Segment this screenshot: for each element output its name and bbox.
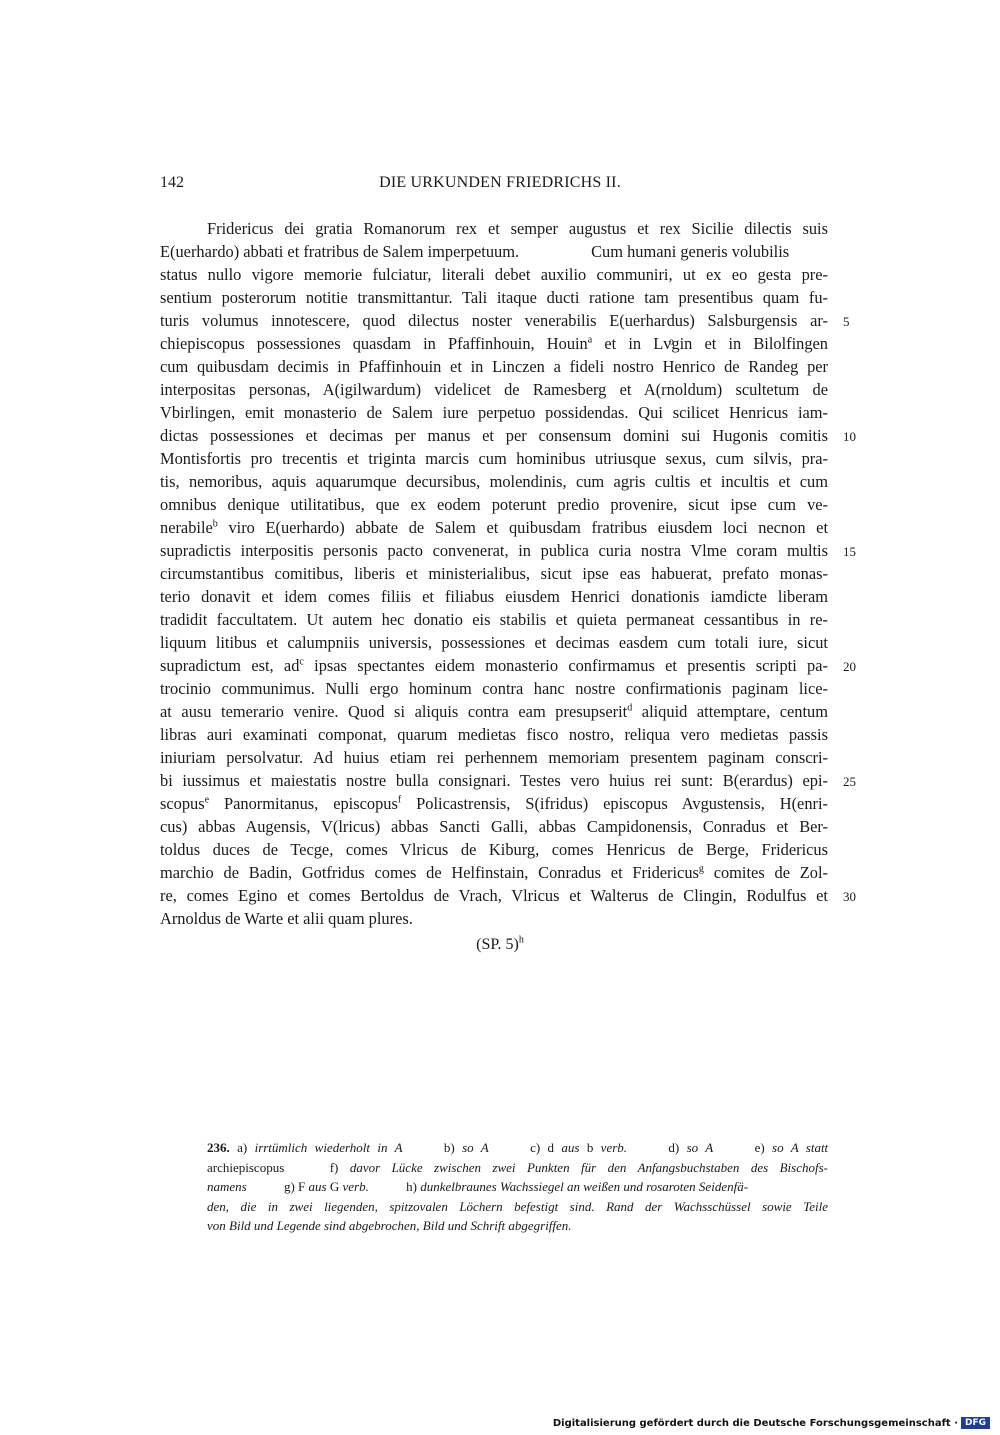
text-line: circumstantibus comitibus, liberis et ministerialibus, sicut ipse eas habuerat, prefato monas-	[160, 564, 828, 583]
line-number: 10	[843, 429, 856, 444]
note-text: dunkelbraunes Wachssiegel an weißen und rosaroten Seidenfä-	[420, 1179, 749, 1194]
text-fragment: supradictum est, ad	[160, 656, 300, 675]
text-fragment: chiepiscopus possessiones quasdam in Pfaffinhouin, Houin	[160, 334, 588, 353]
text-fragment: viro E(uerhardo) abbate de Salem et quibusdam fratribus eiusdem loci necnon et	[217, 518, 828, 537]
note-label: b)	[443, 1140, 455, 1155]
text-fragment: comites de Zol-	[703, 863, 828, 882]
seal-reference	[0, 936, 1000, 954]
text-line: liquum litibus et calumpniis universis, possessiones et decimas easdem cum totali iure, sicut	[160, 633, 828, 652]
note-label: c) d	[530, 1140, 555, 1155]
note-number: 236.	[207, 1140, 230, 1155]
footnote-mark: g	[698, 863, 704, 875]
text-line: Vbirlingen, emit monasterio de Salem iure perpetuo possidendas. Qui scilicet Henricus iam-	[160, 403, 828, 422]
text-fragment: at ausu temerario venire. Quod si aliquis contra eam presupserit	[160, 702, 628, 721]
footnote-mark: b	[212, 518, 218, 530]
text-line	[160, 240, 828, 263]
note-label: e)	[754, 1140, 765, 1155]
note-line	[207, 1138, 828, 1158]
note-text: aus	[308, 1179, 327, 1194]
text-line	[160, 861, 828, 884]
dfg-logo: DFG	[961, 1417, 990, 1429]
note-line	[207, 1158, 828, 1178]
note-label: G	[329, 1179, 340, 1194]
text-line: trocinio communimus. Nulli ergo hominum contra hanc nostre confirmationis paginam lice-	[160, 679, 828, 698]
text-line: Arnoldus de Warte et alii quam plures.	[160, 909, 413, 928]
text-line: omnibus denique utilitatibus, que ex eodem poterunt predio provenire, sicut ipse cum ve-	[160, 495, 828, 514]
line-number: 30	[843, 889, 856, 904]
text-line	[160, 792, 828, 815]
text-line: dictas possessiones et decimas per manus et per consensum domini sui Hugonis comitis	[160, 426, 828, 445]
charter-text	[160, 217, 828, 930]
text-line: supradictis interpositis personis pacto convenerat, in publica curia nostra Vlme coram multis	[160, 541, 828, 560]
text-fragment: Cum humani generis volubilis	[591, 242, 790, 261]
note-label: a)	[237, 1140, 248, 1155]
text-line: Montisfortis pro trecentis et triginta marcis cum hominibus utriusque sexus, cum silvis, pra-	[160, 449, 828, 468]
line-number: 20	[843, 659, 856, 674]
footnote-mark: d	[627, 702, 633, 714]
text-line: sentium posterorum notitie transmittantur. Tali itaque ducti ratione tam presentibus quam fu-	[160, 288, 828, 307]
text-line: Fridericus dei gratia Romanorum rex et semper augustus et rex Sicilie dilectis suis	[207, 219, 828, 238]
text-fragment: Panormitanus, episcopus	[209, 794, 398, 813]
note-label: f)	[329, 1159, 339, 1175]
note-text: irrtümlich wiederholt in A	[254, 1140, 403, 1155]
note-text: so A statt	[772, 1140, 829, 1155]
text-line: interpositas personas, A(igilwardum) videlicet de Ramesberg et A(rnoldum) scultetum de	[160, 380, 828, 399]
text-line: cus) abbas Augensis, V(lricus) abbas Sancti Galli, abbas Campidonensis, Conradus et Ber-	[160, 817, 828, 836]
page-number: 142	[160, 174, 184, 191]
text-line	[160, 700, 828, 723]
text-fragment: et in Lvͦgin et in Bilolfingen	[592, 334, 828, 353]
text-line	[160, 332, 828, 355]
text-fragment: aliquid attemptare, centum	[632, 702, 829, 721]
text-fragment: Policastrensis, S(ifridus) episcopus Avgustensis, H(enri-	[401, 794, 828, 813]
note-text: davor Lücke zwischen zwei Punkten für den Anfangsbuchstaben des Bischofs-	[349, 1159, 828, 1175]
note-label: g) F	[283, 1179, 306, 1194]
note-text: von Bild und Legende sind abgebrochen, Bild und Schrift abgegriffen.	[207, 1218, 572, 1233]
note-text: so A	[686, 1140, 714, 1155]
footnote-mark: a	[587, 334, 593, 346]
text-line: status nullo vigore memorie fulciatur, literali debet auxilio communiri, ut ex eo gesta pre-	[160, 265, 828, 284]
text-fragment: E(uerhardo) abbati et fratribus de Salem imperpetuum.	[160, 242, 520, 261]
note-text: archiepiscopus	[207, 1159, 285, 1175]
text-line: libras auri examinati componat, quarum medietas fisco nostro, reliqua vero medietas passis	[160, 725, 828, 744]
text-line: tradidit faccultatem. Ut autem hec donatio eis stabilis et quieta permaneat cessantibus in re-	[160, 610, 828, 629]
text-line: iniuriam persolvatur. Ad huius etiam rei perhennem memoriam presentem paginam conscri-	[160, 748, 828, 767]
text-line	[160, 516, 828, 539]
text-fragment: nerabile	[160, 518, 213, 537]
text-line: tis, nemoribus, aquis aquarumque decursibus, molendinis, cum agris cultis et incultis et cum	[160, 472, 828, 491]
note-label: d)	[668, 1140, 680, 1155]
note-text: den, die in zwei liegenden, spitzovalen Löchern befestigt sind. Rand der Wachsschüssel sowie Teile	[207, 1198, 828, 1214]
note-line	[207, 1197, 828, 1217]
note-text: aus	[561, 1140, 580, 1155]
note-label: h)	[406, 1179, 417, 1194]
seal-text: (SP. 5)	[476, 936, 519, 953]
text-line: re, comes Egino et comes Bertoldus de Vrach, Vlricus et Walterus de Clingin, Rodulfus et	[160, 886, 828, 905]
running-title: DIE URKUNDEN FRIEDRICHS II.	[379, 174, 621, 191]
text-line	[160, 654, 828, 677]
text-line: bi iussimus et maiestatis nostre bulla consignari. Testes vero huius rei sunt: B(erardus) epi-	[160, 771, 828, 790]
critical-apparatus	[207, 1138, 828, 1236]
footnote-mark: h	[518, 934, 524, 946]
text-line: toldus duces de Tecge, comes Vlricus de Kiburg, comes Henricus de Berge, Fridericus	[160, 840, 828, 859]
note-text: namens	[207, 1179, 247, 1194]
line-number: 25	[843, 774, 856, 789]
note-line	[207, 1216, 828, 1236]
text-fragment: ipsas spectantes eidem monasterio confirmamus et presentis scripti pa-	[303, 656, 828, 675]
text-fragment: scopus	[160, 794, 205, 813]
text-fragment: marchio de Badin, Gotfridus comes de Helfinstain, Conradus et Fridericus	[160, 863, 699, 882]
text-line: cum quibusdam decimis in Pfaffinhouin et in Linczen a fideli nostro Henrico de Randeg per	[160, 357, 828, 376]
note-text: so A	[462, 1140, 489, 1155]
footnote-mark: f	[397, 794, 402, 806]
note-line	[207, 1177, 828, 1197]
text-line: terio donavit et idem comes filiis et filiabus eiusdem Henrici donationis iamdicte liberam	[160, 587, 828, 606]
note-text: verb.	[342, 1179, 369, 1194]
digitization-credit: Digitalisierung gefördert durch die Deutsche Forschungsgemeinschaft ·	[552, 1418, 958, 1429]
text-line: turis volumus innotescere, quod dilectus noster venerabilis E(uerhardus) Salsburgensis ar-	[160, 311, 828, 330]
footnote-mark: e	[204, 794, 210, 806]
line-number: 5	[843, 314, 850, 329]
note-label: b	[586, 1140, 594, 1155]
line-number: 15	[843, 544, 856, 559]
note-text: verb.	[600, 1140, 628, 1155]
footnote-mark: c	[299, 656, 304, 668]
